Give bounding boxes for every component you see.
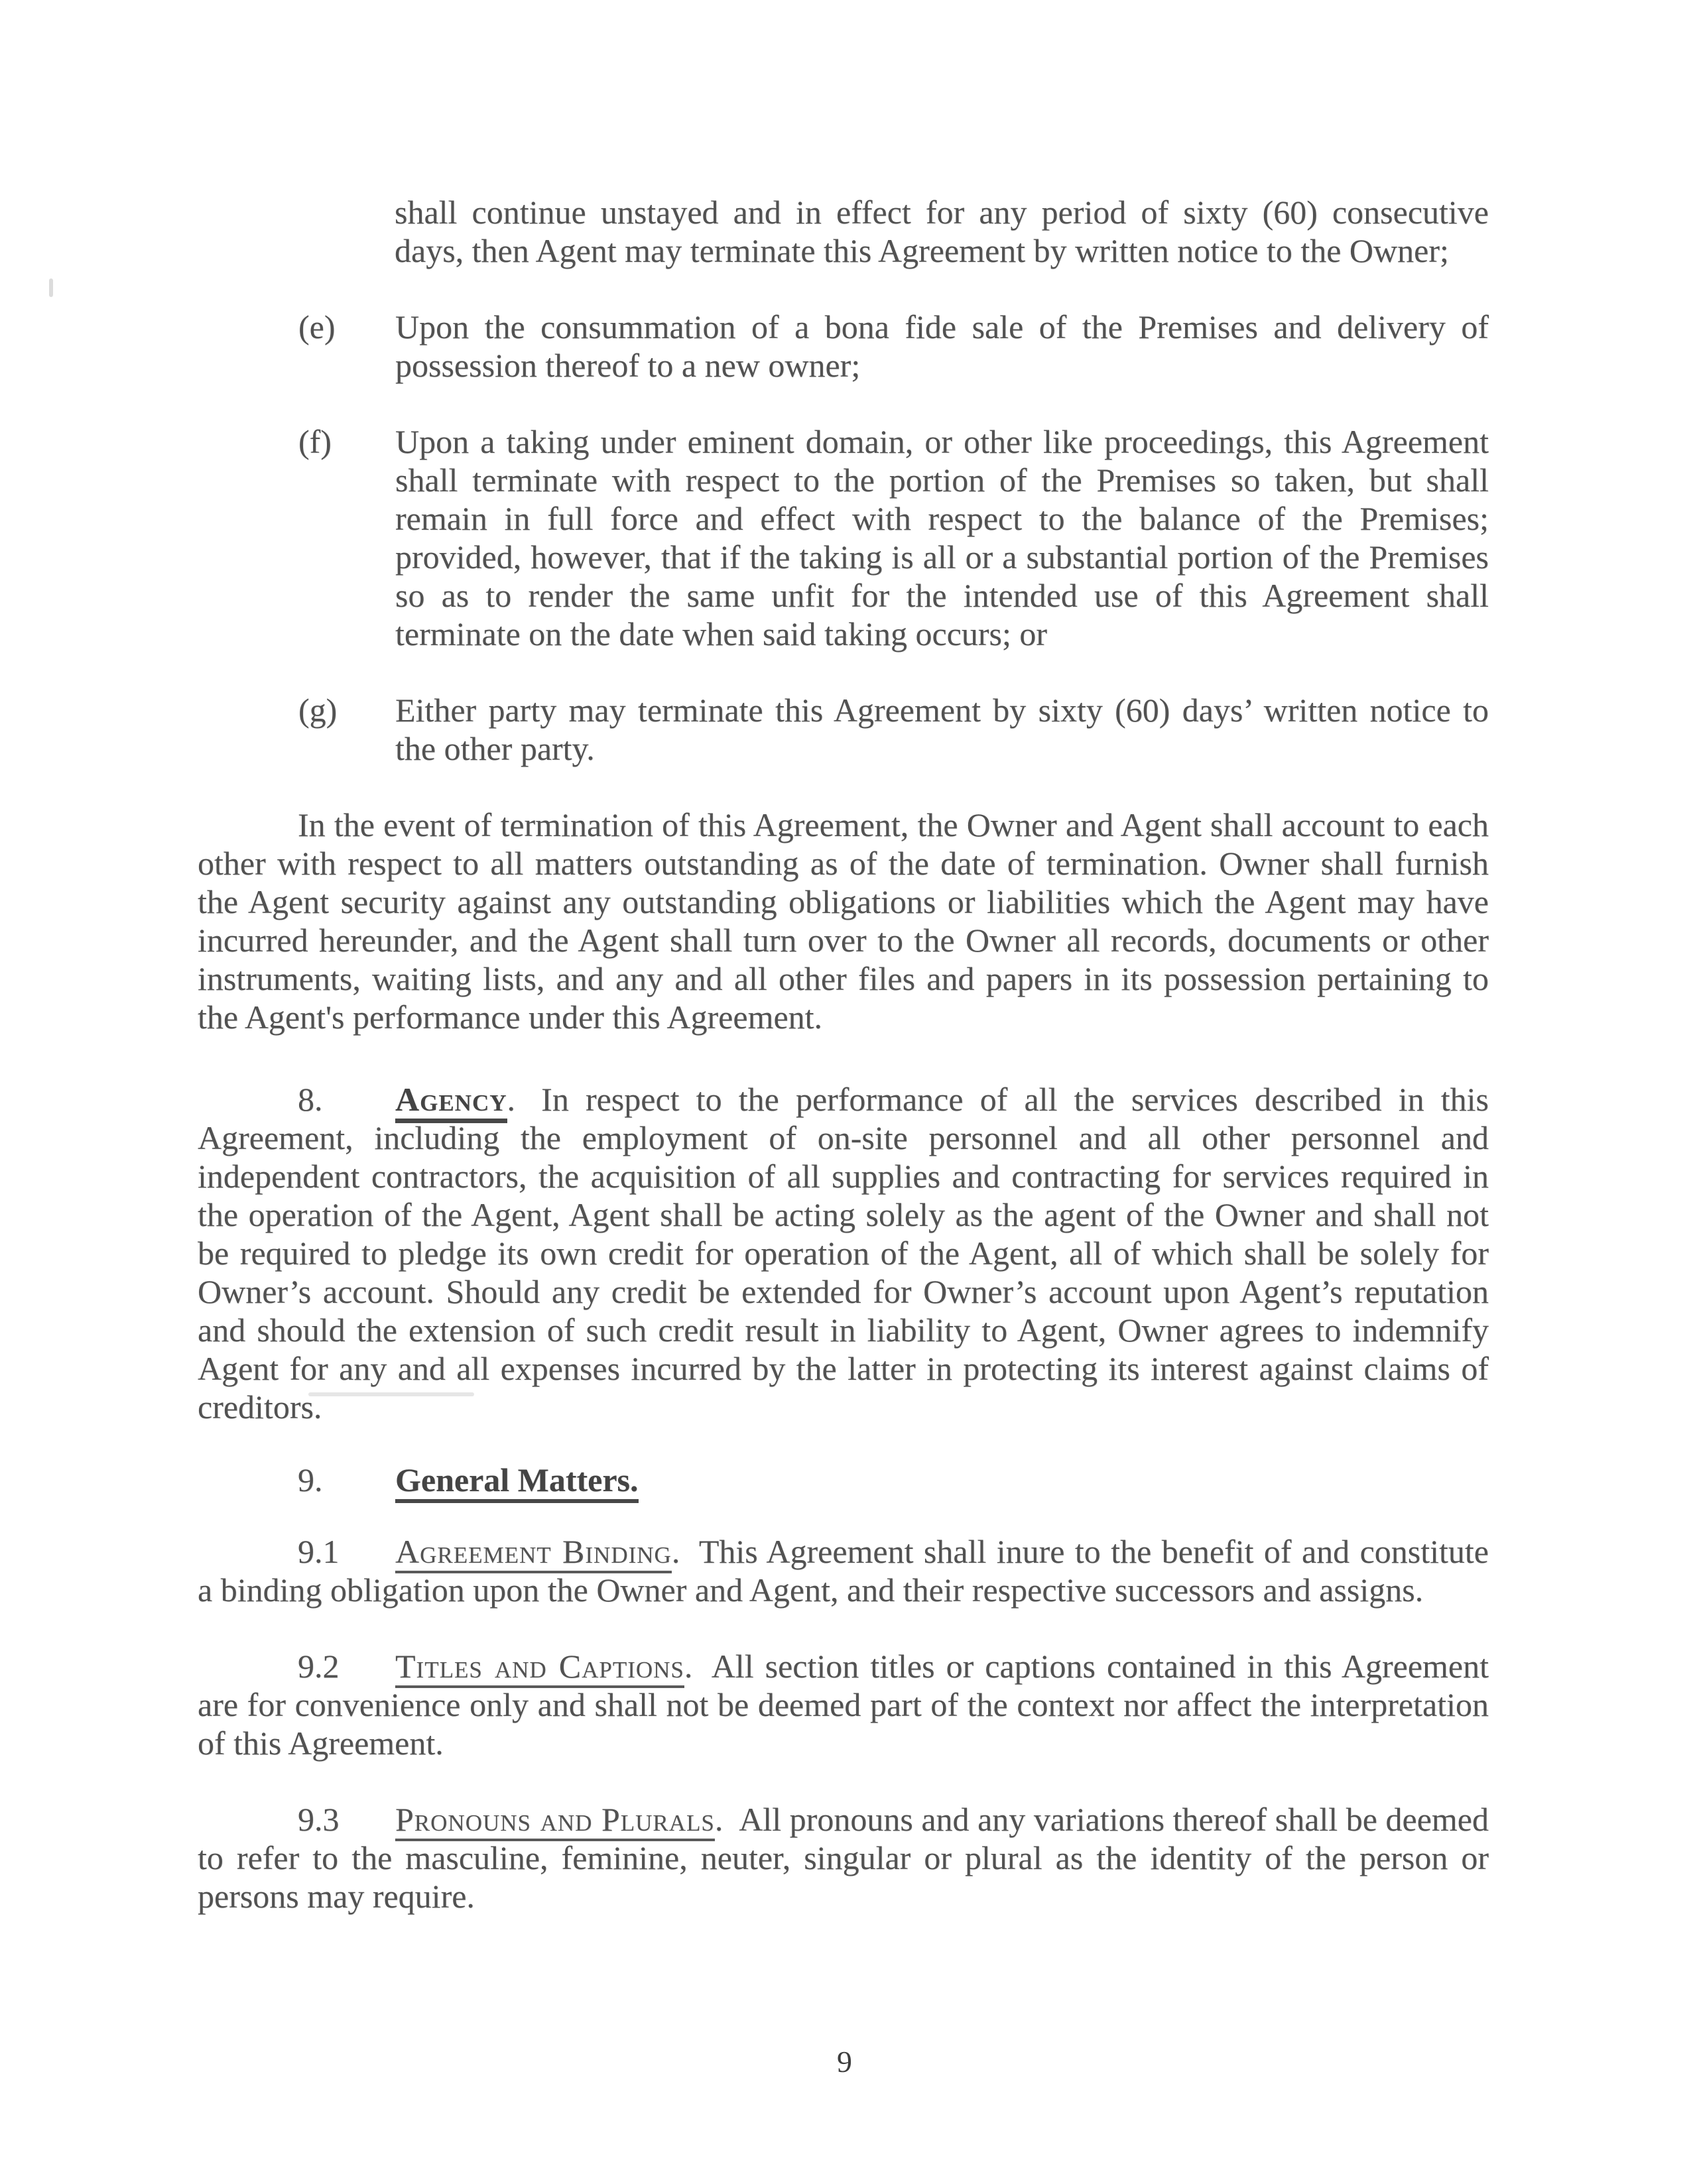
clause-e — [198, 308, 1489, 385]
scan-artifact — [49, 278, 53, 297]
subsection-9-2-heading: Titles and Captions — [395, 1648, 684, 1688]
clause-g — [198, 691, 1489, 768]
subsection-9-3-body: All pronouns and any variations thereof shall be deemed to refer to the masculine, feminine, neuter, singular or plural as the identity of the person or persons may require. — [198, 1801, 1489, 1915]
clause-label: (f) — [298, 423, 332, 460]
subsection-9-1-body: This Agreement shall inure to the benefit of and constitute a binding obligation upon the Owner and Agent, and their respective successors and assigns. — [198, 1533, 1489, 1608]
section-9-number: 9. — [298, 1461, 323, 1498]
subsection-9-1-number: 9.1 — [298, 1533, 340, 1570]
heading-period: . — [684, 1648, 693, 1685]
clause-text: Upon the consummation of a bona fide sale of the Premises and delivery of possession thereof to a new owner; — [395, 308, 1489, 384]
section-8-number: 8. — [298, 1081, 323, 1118]
heading-period: . — [671, 1533, 680, 1570]
subsection-9-2-body: All section titles or captions contained in this Agreement are for convenience only and shall not be deemed part of the context nor affect the interpretation of this Agreement. — [198, 1648, 1489, 1762]
heading-period: . — [507, 1081, 516, 1118]
subsection-9-3-heading: Pronouns and Plurals — [395, 1801, 715, 1841]
section-9-heading-line — [198, 1461, 1489, 1499]
clause-label: (g) — [298, 692, 338, 729]
section-8-body: In respect to the performance of all the services described in this Agreement, including the employment of on-site personnel and all other personnel and independent contractors, the acquisition of all supplies and contracting for services required in the operation of the Agent, Agent shall be acting solely as the agent of the Owner and shall not be required to pledge its own credit for operation of the Agent, all of which shall be solely for Owner’s account. Should any credit be extended for Owner’s account upon Agent’s reputation and should the extension of such credit result in liability to Agent, Owner agrees to indemnify Agent for any and all expenses incurred by the latter in protecting its interest against claims of creditors. — [198, 1081, 1489, 1426]
subsection-9-1-heading: Agreement Binding — [395, 1533, 672, 1573]
document-body — [198, 193, 1489, 1915]
continuation-paragraph: shall continue unstayed and in effect for any period of sixty (60) consecutive days, then Agent may terminate this Agreement by written notice to the Owner; — [395, 194, 1489, 269]
clause-text: Upon a taking under eminent domain, or other like proceedings, this Agreement shall terminate with respect to the portion of the Premises so taken, but shall remain in full force and effect with respect to the balance of the Premises; provided, however, that if the taking is all or a substantial portion of the Premises so as to render the same unfit for the intended use of this Agreement shall terminate on the date when said taking occurs; or — [395, 423, 1489, 652]
clause-label: (e) — [298, 308, 336, 345]
termination-paragraph: In the event of termination of this Agreement, the Owner and Agent shall account to each other with respect to all matters outstanding as of the date of termination. Owner shall furnish the Agent security against any outstanding obligations or liabilities which the Agent may have incurred hereunder, and the Agent shall turn over to the Owner all records, documents or other instruments, waiting lists, and any and all other files and papers in its possession pertaining to the Agent's performance under this Agreement. — [198, 806, 1489, 1036]
subsection-9-3-paragraph — [198, 1800, 1489, 1915]
heading-period: . — [714, 1801, 723, 1838]
clause-text: Either party may terminate this Agreement by sixty (60) days’ written notice to the other party. — [395, 692, 1489, 767]
page-number: 9 — [837, 2045, 852, 2079]
section-8-heading: Agency — [395, 1081, 507, 1123]
subsection-9-1-paragraph — [198, 1532, 1489, 1609]
section-9-heading: General Matters. — [395, 1461, 639, 1503]
subsection-9-3-number: 9.3 — [298, 1801, 340, 1838]
subsection-9-2-paragraph — [198, 1647, 1489, 1762]
section-8-paragraph — [198, 1080, 1489, 1426]
subsection-9-2-number: 9.2 — [298, 1648, 340, 1685]
clause-f — [198, 422, 1489, 653]
